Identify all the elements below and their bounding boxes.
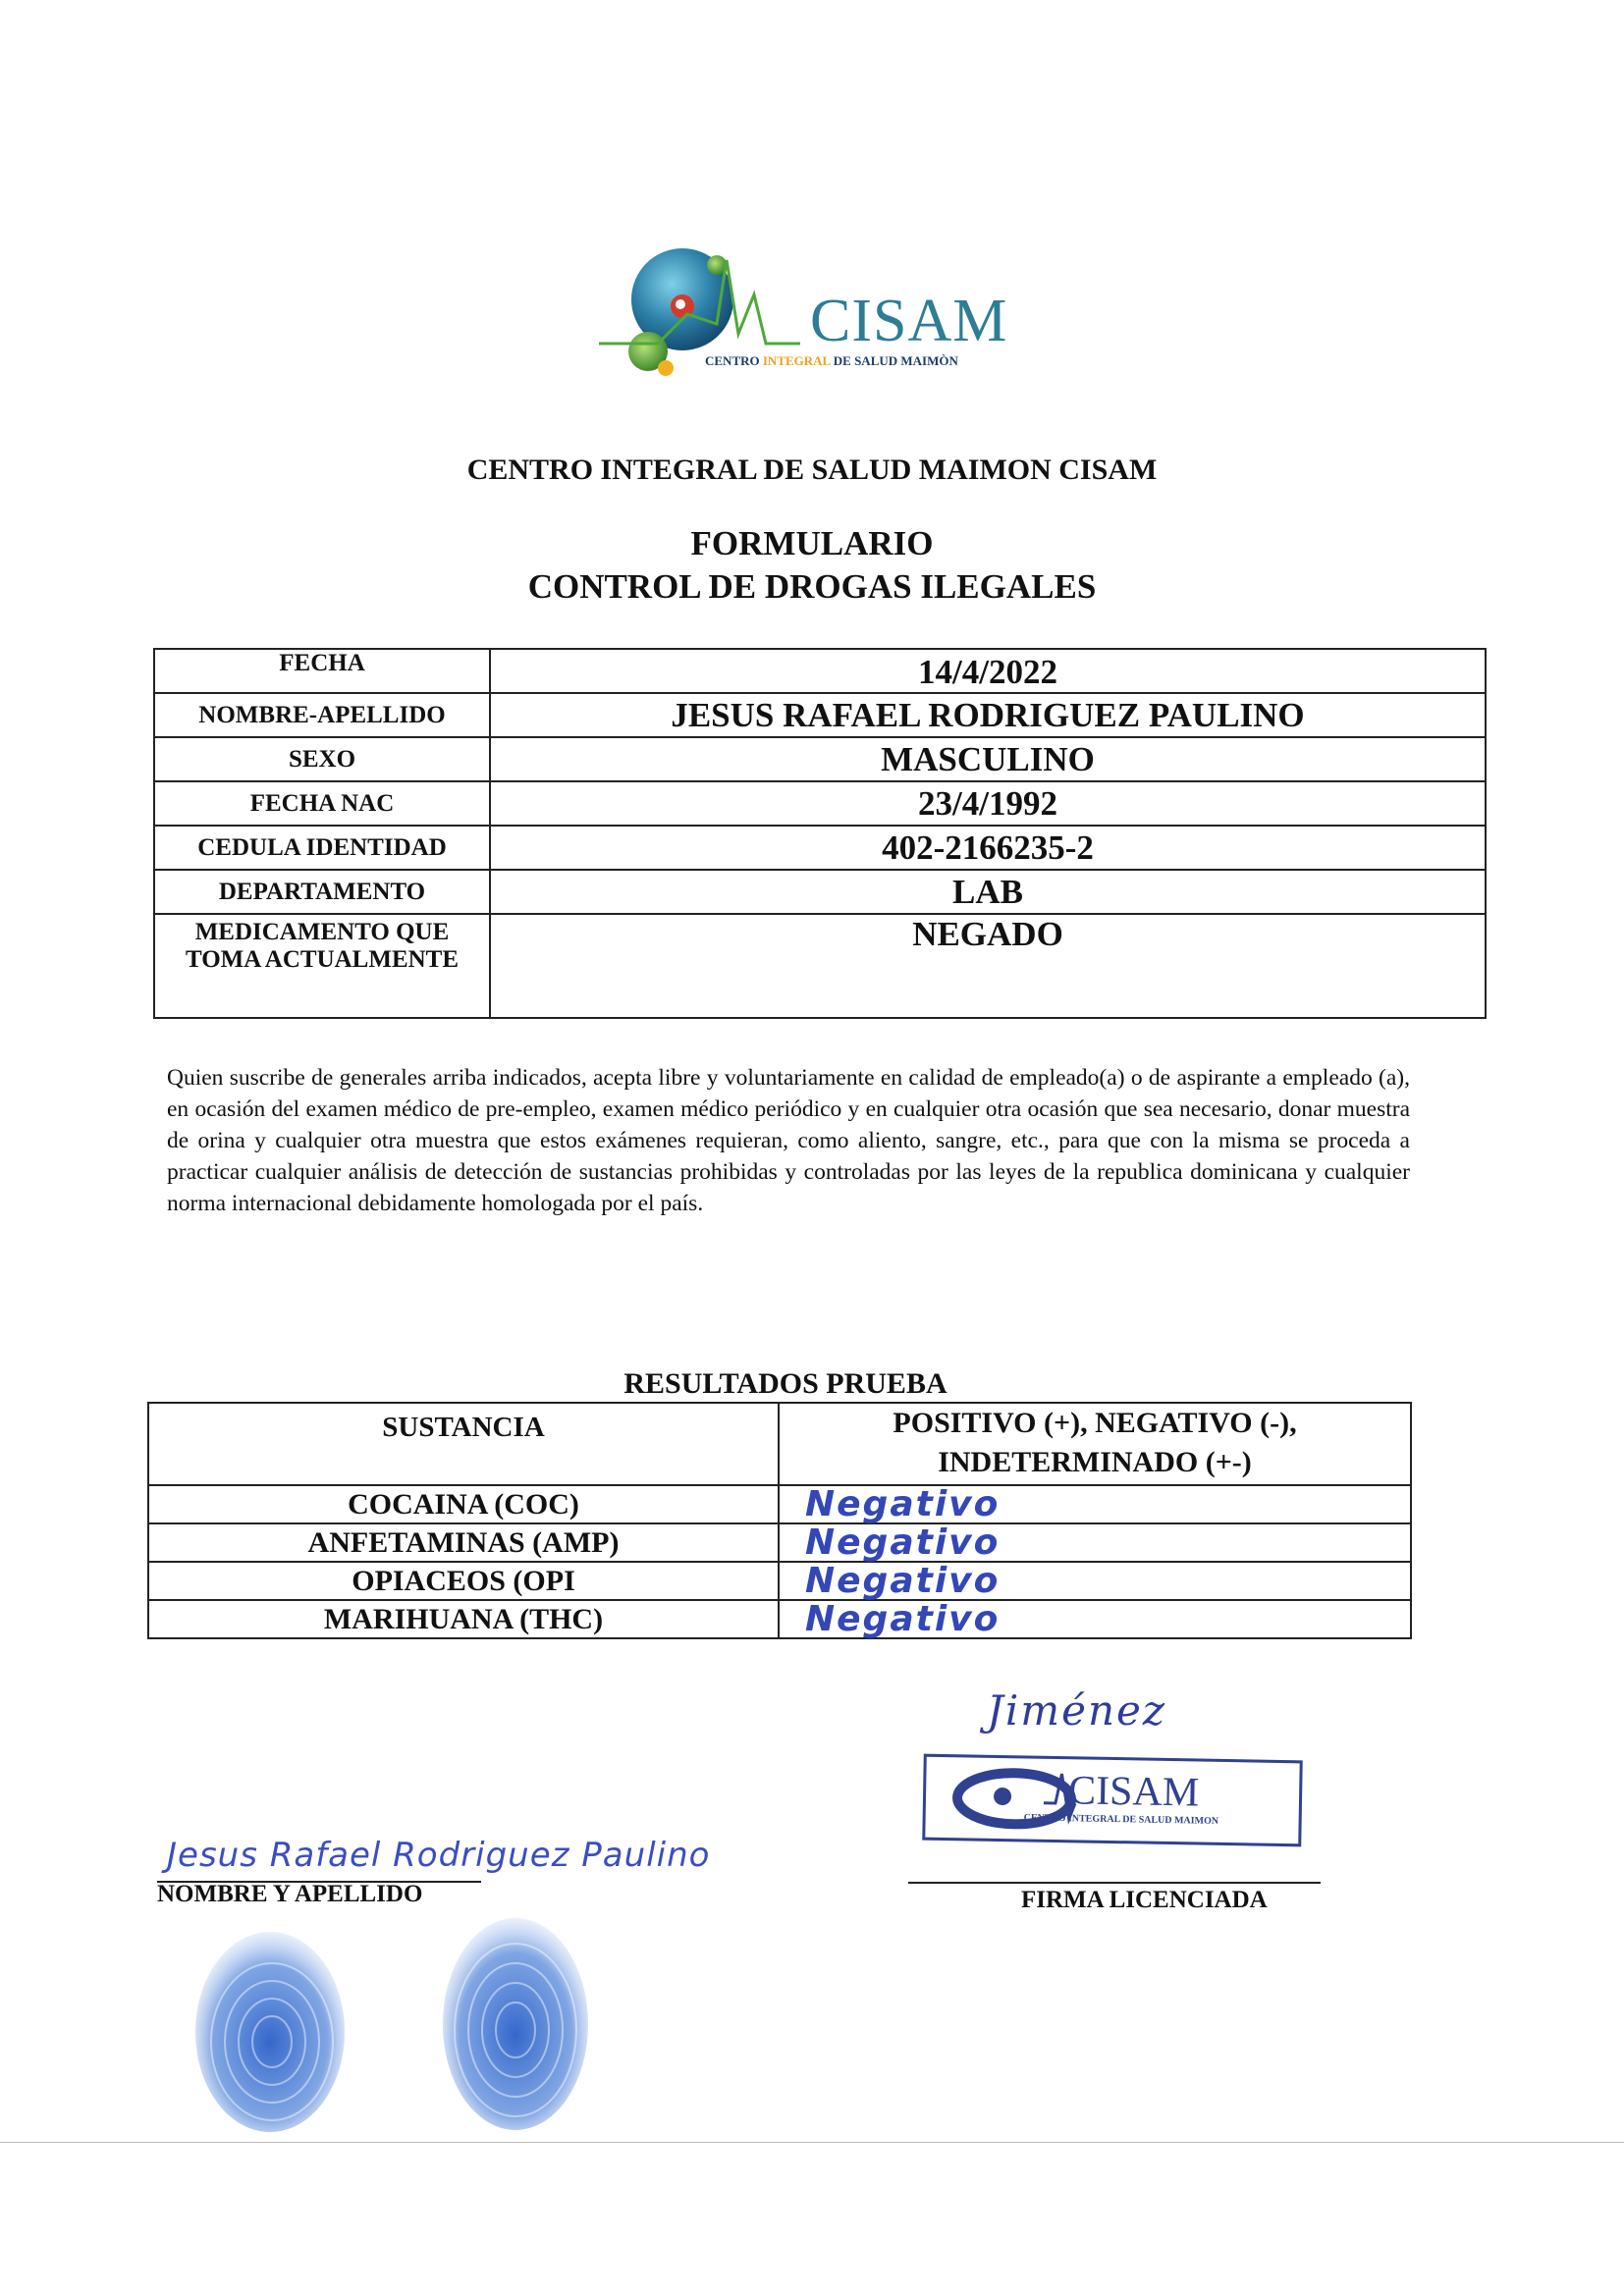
col-result-header: POSITIVO (+), NEGATIVO (-), INDETERMINADO (+-)	[779, 1403, 1411, 1485]
info-value: 23/4/1992	[490, 781, 1486, 826]
form-title	[0, 522, 1624, 609]
info-row-nombre	[154, 693, 1486, 737]
result-row-thc	[148, 1600, 1411, 1638]
info-label: MEDICAMENTO QUE TOMA ACTUALMENTE	[154, 914, 490, 1018]
info-row-departamento	[154, 870, 1486, 914]
stamp-wordmark: CISAM	[1067, 1768, 1200, 1816]
col-substance-header: SUSTANCIA	[148, 1403, 779, 1485]
patient-handwritten-name: Jesus Rafael Rodriguez Paulino	[167, 1836, 711, 1875]
results-header-row	[148, 1403, 1411, 1485]
info-label: NOMBRE-APELLIDO	[154, 693, 490, 737]
info-row-fecha	[154, 649, 1486, 693]
licensed-signature-label: FIRMA LICENCIADA	[1021, 1887, 1268, 1913]
patient-signature-label: NOMBRE Y APELLIDO	[157, 1881, 423, 1907]
consent-paragraph: Quien suscribe de generales arriba indicados, acepta libre y voluntariamente en calidad de empleado(a) o de aspirante a empleado (a), en ocasión del examen médico de pre-empleo, examen médico periódico y en cualquier otra ocasión que sea necesario, donar muestra de orina y cualquier otra muestra que estos exámenes requieran, como aliento, sangre, etc., para que con la misma se proceda a practicar cualquier análisis de detección de sustancias prohibidas y controladas por las leyes de la republica dominicana y cualquier norma internacional debidamente homologada por el país.	[167, 1065, 1410, 1216]
substance-name: ANFETAMINAS (AMP)	[148, 1523, 779, 1562]
info-label: CEDULA IDENTIDAD	[154, 826, 490, 870]
info-label: SEXO	[154, 737, 490, 781]
handwritten-result: Negativo	[779, 1600, 1411, 1638]
licensed-handwritten-signature: Jiménez	[987, 1686, 1166, 1735]
info-label: DEPARTAMENTO	[154, 870, 490, 914]
info-value: MASCULINO	[490, 737, 1486, 781]
info-label: FECHA	[154, 649, 490, 693]
personal-info-table	[153, 648, 1487, 1019]
logo-subtitle: CENTRO INTEGRAL DE SALUD MAIMÒN	[705, 353, 958, 368]
info-row-fecha-nac	[154, 781, 1486, 826]
cisam-stamp	[922, 1754, 1302, 1847]
substance-name: COCAINA (COC)	[148, 1485, 779, 1523]
info-value: NEGADO	[490, 914, 1486, 1018]
info-value: 14/4/2022	[490, 649, 1486, 693]
info-label: FECHA NAC	[154, 781, 490, 826]
info-row-sexo	[154, 737, 1486, 781]
right-fingerprint-icon	[437, 1914, 594, 2135]
stamp-subtitle: CENTRO INTEGRAL DE SALUD MAIMON	[1023, 1812, 1219, 1827]
substance-name: MARIHUANA (THC)	[148, 1600, 779, 1638]
info-value: LAB	[490, 870, 1486, 914]
logo-wordmark: CISAM	[810, 288, 1008, 354]
info-row-medicamento	[154, 914, 1486, 1018]
info-value: JESUS RAFAEL RODRIGUEZ PAULINO	[490, 693, 1486, 737]
handwritten-result: Negativo	[779, 1562, 1411, 1600]
form-title-line1: FORMULARIO	[690, 524, 934, 562]
form-title-line2: CONTROL DE DROGAS ILEGALES	[527, 567, 1097, 606]
info-value: 402-2166235-2	[490, 826, 1486, 870]
result-row-coc	[148, 1485, 1411, 1523]
result-row-amp	[148, 1523, 1411, 1562]
org-title: CENTRO INTEGRAL DE SALUD MAIMON CISAM	[466, 454, 1158, 486]
results-title: RESULTADOS PRUEBA	[623, 1367, 947, 1400]
handwritten-result: Negativo	[779, 1523, 1411, 1562]
licensed-signature-line	[908, 1882, 1321, 1884]
substance-name: OPIACEOS (OPI	[148, 1562, 779, 1600]
cisam-logo	[589, 236, 1021, 393]
info-row-cedula	[154, 826, 1486, 870]
scan-edge-divider	[0, 2142, 1624, 2143]
result-row-opi	[148, 1562, 1411, 1600]
results-table	[147, 1402, 1412, 1639]
left-fingerprint-icon	[191, 1924, 349, 2135]
handwritten-result: Negativo	[779, 1485, 1411, 1523]
